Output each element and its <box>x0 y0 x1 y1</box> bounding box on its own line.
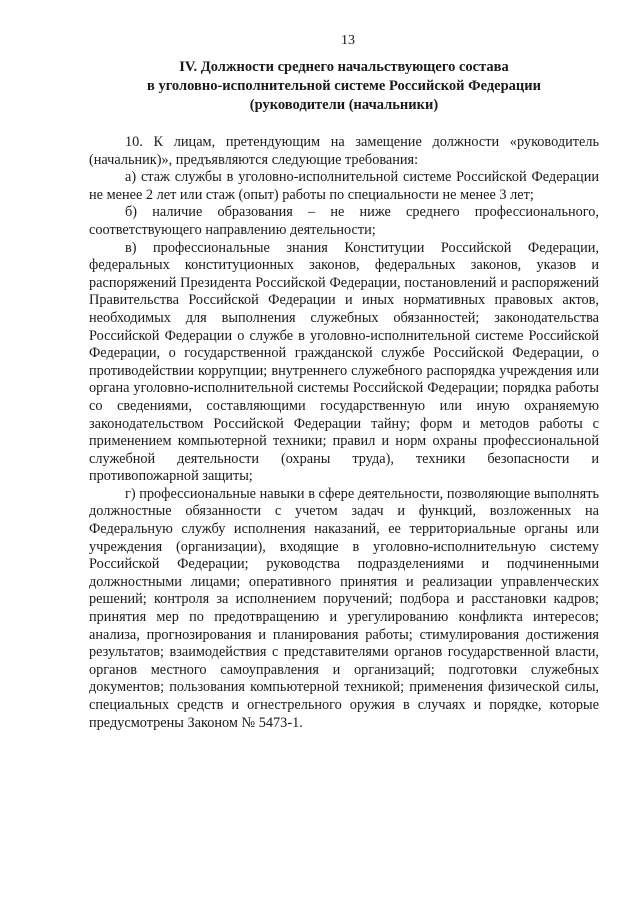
paragraph-intro: 10. К лицам, претендующим на замещение должности «руководитель (начальник)», предъявляются следующие требования: <box>89 134 599 168</box>
paragraph-requirement-v: в) профессиональные знания Конституции Российской Федерации, федеральных конституционных законов, федеральных законов, указов и распоряжений Президента Российской Федерации, постановлений и распоряжений Правительства Российской Федерации и иных нормативных правовых актов, необходимых для выполнения служебных обязанностей; законодательства Российской Федерации о службе в уголовно-исполнительной системе Российской Федерации, о государственной гражданской службе Российской Федерации, о противодействии коррупции; внутреннего служебного распорядка учреждения или органа уголовно-исполнительной системы Российской Федерации; порядка работы со сведениями, составляющими государственную или иную охраняемую законодательством Российской Федерации тайну; форм и методов работы с применением компьютерной техники; правил и норм охраны профессиональной служебной деятельности (охраны труда), техники безопасности и противопожарной защиты; <box>89 239 599 485</box>
document-page <box>89 32 599 732</box>
section-heading-line-2: в уголовно-исполнительной системе Российской Федерации <box>147 78 541 94</box>
section-heading-line-3: (руководители (начальники) <box>249 97 439 113</box>
page-number: 13 <box>341 33 355 48</box>
paragraph-requirement-b: б) наличие образования – не ниже среднего профессионального, соответствующего направлению деятельности; <box>89 204 599 238</box>
section-heading-line-1: IV. Должности среднего начальствующего состава <box>179 59 509 75</box>
paragraph-requirement-g: г) профессиональные навыки в сфере деятельности, позволяющие выполнять должностные обязанности с учетом задач и функций, возложенных на Федеральную службу исполнения наказаний, ее территориальные органы или учреждения (организации), входящие в уголовно-исполнительную систему Российской Федерации; руководства подразделениями и подчиненными должностными лицами; оперативного принятия и реализации управленческих решений; контроля за исполнением поручений; подбора и расстановки кадров; принятия мер по предотвращению и урегулированию конфликта интересов; анализа, прогнозирования и планирования работы; стимулирования достижения результатов; взаимодействия с представителями органов государственной власти, органов местного самоуправления и организаций; подготовки служебных документов; пользования компьютерной техникой; применения физической силы, специальных средств и огнестрельного оружия в случаях и порядке, которые предусмотрены Законом № 5473-1. <box>89 485 599 731</box>
section-heading <box>89 58 599 115</box>
paragraph-requirement-a: а) стаж службы в уголовно-исполнительной системе Российской Федерации не менее 2 лет или стаж (опыт) работы по специальности не менее 3 лет; <box>89 169 599 203</box>
